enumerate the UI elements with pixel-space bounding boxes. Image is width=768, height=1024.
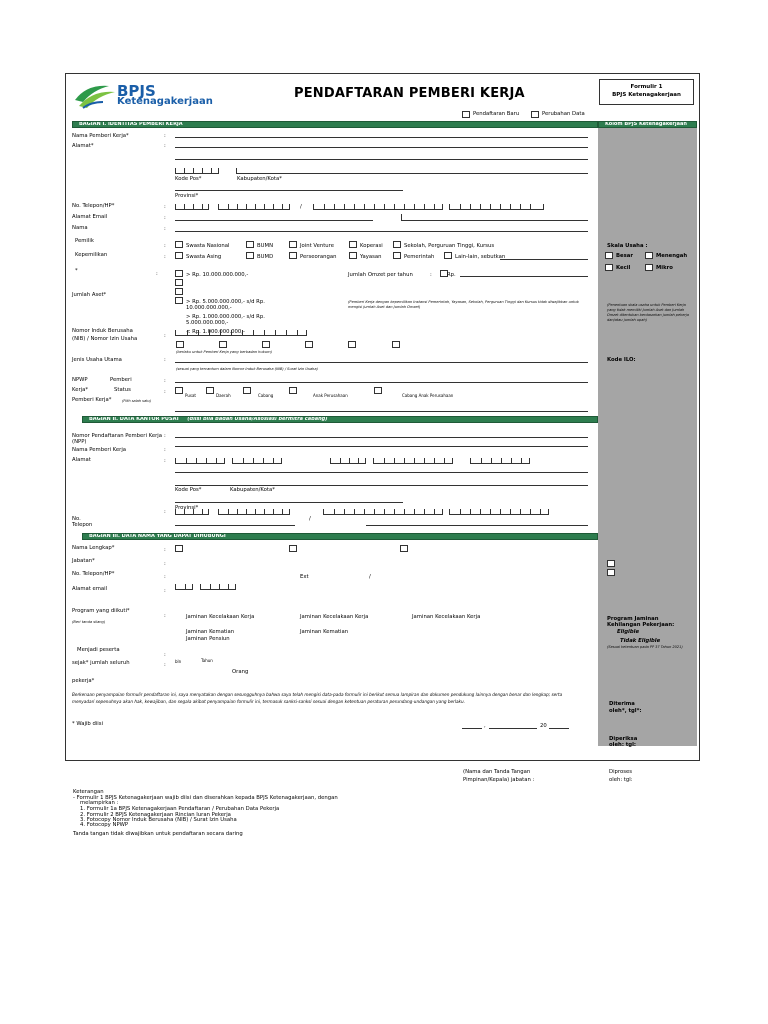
diproses-label: Diproses bbox=[609, 769, 632, 775]
mikro-label: Mikro bbox=[656, 265, 673, 271]
tempat-field[interactable] bbox=[462, 728, 482, 729]
s3-nama-checkbox[interactable] bbox=[175, 545, 183, 552]
eligible-label: Eligible bbox=[617, 629, 640, 635]
program-label: Program yang diikuti* bbox=[72, 608, 130, 614]
sidebar-header: Kolom BPJS Ketenagakerjaan bbox=[598, 121, 697, 128]
nib-checkbox[interactable] bbox=[305, 341, 313, 348]
nib-checkbox[interactable] bbox=[219, 341, 227, 348]
aset-checkbox[interactable] bbox=[175, 270, 183, 277]
colon: : bbox=[164, 254, 166, 260]
s3-nama-checkbox[interactable] bbox=[289, 545, 297, 552]
menjadi-label: Menjadi peserta bbox=[77, 647, 120, 653]
colon: : bbox=[164, 588, 166, 594]
provinsi-label: Provinsi* bbox=[175, 193, 199, 199]
nib-label-1: Nomor Induk Berusaha bbox=[72, 328, 133, 334]
tidak-eligible-label: Tidak Eligible bbox=[620, 638, 661, 644]
status-checkbox[interactable] bbox=[243, 387, 251, 394]
kepemilikan-option: Swasta Asing bbox=[186, 254, 222, 260]
s2-field[interactable] bbox=[470, 458, 530, 464]
s3-email-label: Alamat email bbox=[72, 586, 108, 592]
s2-alamat-label: Alamat bbox=[72, 457, 91, 463]
s2-kabupaten-label: Kabupaten/Kota* bbox=[230, 487, 275, 493]
colon: : bbox=[164, 204, 166, 210]
pemberi-label: Pemberi bbox=[110, 377, 132, 383]
sidebar-checkbox[interactable] bbox=[607, 560, 615, 567]
ttd-label-1: (Nama dan Tanda Tangan bbox=[463, 769, 531, 775]
s3-email-field-2[interactable] bbox=[200, 584, 236, 590]
s2-kodepos-label: Kode Pos* bbox=[175, 487, 202, 493]
status-checkbox[interactable] bbox=[374, 387, 382, 394]
aset-option: > Rp. 5.000.000.000,- s/d Rp. 10.000.000.000,- bbox=[186, 299, 265, 311]
s3-telepon-label: No. Telepon/HP* bbox=[72, 571, 115, 577]
colon: : bbox=[164, 433, 166, 439]
kepemilikan-option: BUMN bbox=[257, 243, 274, 249]
nib-checkbox[interactable] bbox=[262, 341, 270, 348]
colon: : bbox=[164, 561, 166, 567]
provinsi-field[interactable] bbox=[175, 190, 403, 191]
s2-field[interactable] bbox=[373, 458, 453, 464]
kepemilikan-checkbox[interactable] bbox=[349, 241, 357, 248]
program-option: Jaminan Kecelakaan Kerja bbox=[300, 614, 369, 620]
mikro-checkbox[interactable] bbox=[645, 264, 653, 271]
kepemilikan-label: Kepemilikan bbox=[75, 252, 108, 258]
colon: : bbox=[164, 357, 166, 363]
lain-lain-field[interactable] bbox=[500, 259, 588, 260]
jenis-usaha-field[interactable] bbox=[175, 362, 588, 363]
perubahan-data-checkbox[interactable] bbox=[531, 111, 539, 118]
s3-email-field[interactable] bbox=[175, 584, 193, 590]
status-checkbox[interactable] bbox=[175, 387, 183, 394]
keterangan-item: 2. Formulir 2 BPJS Ketenagakerjaan Rincian Iuran Pekerja bbox=[80, 812, 231, 818]
alamat-field-1[interactable] bbox=[175, 147, 588, 148]
program-option: Jaminan Kecelakaan Kerja bbox=[186, 614, 255, 620]
aset-checkbox[interactable] bbox=[175, 297, 183, 304]
kepemilikan-option: Swasta Nasional bbox=[186, 243, 230, 249]
telepon-label: No. Telepon/HP* bbox=[72, 203, 115, 209]
slash: / bbox=[369, 574, 371, 580]
email-label: Alamat Email bbox=[72, 214, 108, 220]
s2-field[interactable] bbox=[330, 458, 366, 464]
slash: / bbox=[309, 516, 311, 522]
kepemilikan-checkbox[interactable] bbox=[393, 252, 401, 259]
tanggal-field[interactable] bbox=[489, 728, 537, 729]
s2-nama-field[interactable] bbox=[175, 446, 588, 447]
omzet-label: Jumlah Omzet per tahun bbox=[348, 272, 413, 278]
colon: : bbox=[164, 243, 166, 249]
page-title: PENDAFTARAN PEMBERI KERJA bbox=[294, 86, 525, 101]
program-option: Jaminan Pensiun bbox=[186, 636, 230, 642]
s2-field[interactable] bbox=[232, 458, 282, 464]
hp-field-2[interactable] bbox=[449, 204, 544, 210]
alamat-label: Alamat* bbox=[72, 143, 94, 149]
s2-line bbox=[366, 525, 588, 526]
kepemilikan-checkbox[interactable] bbox=[393, 241, 401, 248]
colon: : bbox=[164, 133, 166, 139]
status-option: Cabang bbox=[258, 393, 274, 398]
kepemilikan-checkbox[interactable] bbox=[444, 252, 452, 259]
besar-label: Besar bbox=[616, 253, 633, 259]
formulir-box bbox=[599, 79, 694, 105]
aset-checkbox[interactable] bbox=[175, 279, 183, 286]
diterima-label: Diterima bbox=[609, 701, 635, 707]
kepemilikan-option: Yayasan bbox=[360, 254, 382, 260]
twenty-label: 20 bbox=[540, 723, 547, 729]
program-option: Jaminan Kematian bbox=[186, 629, 235, 635]
comma: , bbox=[484, 723, 486, 729]
alamat-field-2[interactable] bbox=[175, 159, 588, 160]
status-option: Pusat bbox=[185, 393, 196, 398]
nib-label-2: (NIB) / Nomor Izin Usaha bbox=[72, 336, 138, 342]
s2-provinsi-label: Provinsi* bbox=[175, 505, 199, 511]
nib-checkbox[interactable] bbox=[392, 341, 400, 348]
pp-note: (Sesuai ketentuan pada PP 37 Tahun 2021) bbox=[607, 645, 683, 649]
keterangan-item: - Formulir 1 BPJS Ketenagakerjaan wajib diisi dan diserahkan kepada BPJS Ketenagakerjaan, dengan bbox=[73, 795, 338, 801]
s3-jabatan-label: Jabatan* bbox=[72, 558, 95, 564]
kodepos-field[interactable] bbox=[175, 168, 219, 174]
section-2-header bbox=[82, 416, 598, 423]
kepemilikan-option: Perseorangan bbox=[300, 254, 337, 260]
sidebar-checkbox[interactable] bbox=[607, 569, 615, 576]
nib-note: (berlaku untuk Pemberi Kerja yang berbadan hukum) bbox=[176, 350, 272, 354]
colon: : bbox=[164, 547, 166, 553]
npp-field[interactable] bbox=[175, 437, 588, 438]
s2-hp-field[interactable] bbox=[323, 509, 443, 515]
sejak-label: sejak* jumlah seluruh bbox=[72, 660, 130, 666]
skala-usaha-label: Skala Usaha : bbox=[607, 243, 648, 249]
keterangan-item: 1. Formulir 1a BPJS Ketenagakerjaan Pendaftaran / Perubahan Data Pekerja bbox=[80, 806, 280, 812]
s2-alamat-field[interactable] bbox=[175, 472, 588, 473]
aset-option: < Rp. 1.000.000.000,- bbox=[186, 329, 245, 335]
nama-pemberi-kerja-label: Nama Pemberi Kerja* bbox=[72, 133, 129, 139]
section-2-note: (diisi bila Badan Usaha/Asosiasi bermitra cabang) bbox=[187, 416, 328, 422]
status-option: Cabang Anak Perusahaan bbox=[402, 393, 454, 398]
diperiksa-oleh-label: oleh: tgl: bbox=[609, 742, 637, 748]
kepemilikan-checkbox[interactable] bbox=[246, 252, 254, 259]
menengah-checkbox[interactable] bbox=[645, 252, 653, 259]
aset-checkbox[interactable] bbox=[175, 288, 183, 295]
kabupaten-label: Kabupaten/Kota* bbox=[237, 176, 282, 182]
nib-checkbox[interactable] bbox=[348, 341, 356, 348]
diterima-oleh-label: oleh*, tgl*: bbox=[609, 708, 642, 714]
telepon-number-field[interactable] bbox=[218, 204, 290, 210]
skala-note: (Penentuan skala usaha untuk Pemberi Kerja yang tidak memiliki Jumlah Aset dan Jumlah Omzet ditentukan berdasarkan jumlah pekerja dan/atau jumlah upah) bbox=[607, 303, 689, 322]
s2-line bbox=[175, 525, 295, 526]
kecil-checkbox[interactable] bbox=[605, 264, 613, 271]
orang-label: Orang bbox=[232, 669, 249, 675]
status-option: Anak Perusahaan bbox=[313, 393, 348, 398]
colon: : bbox=[164, 226, 166, 232]
logo-sub: Ketenagakerjaan bbox=[117, 96, 213, 107]
bln-label: bln bbox=[175, 659, 182, 664]
keterangan-heading: Keterangan bbox=[73, 789, 104, 795]
status-label: Status bbox=[114, 387, 131, 393]
npwp-field[interactable] bbox=[175, 382, 588, 383]
menengah-label: Menengah bbox=[656, 253, 688, 259]
aset-option: > Rp. 10.000.000.000,- bbox=[186, 272, 249, 278]
pilih-note: (Pilih salah satu) bbox=[122, 399, 152, 403]
colon: : bbox=[164, 458, 166, 464]
perubahan-data-label: Perubahan Data bbox=[542, 111, 585, 117]
s2-no-label: No. bbox=[72, 516, 81, 522]
pekerja-label: pekerja* bbox=[72, 678, 95, 684]
tahun-label: Tahun bbox=[201, 658, 213, 663]
bpjs-logo-icon bbox=[73, 80, 117, 110]
s3-nama-checkbox[interactable] bbox=[400, 545, 408, 552]
colon: : bbox=[164, 613, 166, 619]
s2-nama-label: Nama Pemberi Kerja bbox=[72, 447, 127, 453]
pemilik-label: Pemilik bbox=[75, 238, 94, 244]
tahun-field[interactable] bbox=[549, 728, 569, 729]
diperiksa-label: Diperiksa bbox=[609, 736, 638, 742]
npwp-label: NPWP bbox=[72, 377, 88, 383]
diproses-oleh-label: oleh: tgl: bbox=[609, 777, 633, 783]
statement: Berkenaan penyampaian formulir pendaftaran ini, saya menyatakan dengan sesungguhnya bahwa saya telah mengisi data-pada formulir ini berikut semua lampiran dan dokumen pendukung lainnya dengan benar dan lengkap; serta menyadari sepenuhnya akan hak, kewajiban, dan segala akibat penyampaian formulir ini, termasuk sanksi-sanksi sesuai dengan ketentuan peraturan perundang-undangan yang berlaku. bbox=[72, 692, 563, 704]
wajib-note: * Wajib diisi bbox=[72, 721, 104, 727]
kepemilikan-checkbox[interactable] bbox=[289, 252, 297, 259]
bpjs-logo bbox=[73, 80, 117, 110]
slash: / bbox=[300, 204, 302, 210]
nama2-field[interactable] bbox=[175, 231, 588, 232]
kecil-label: Kecil bbox=[616, 265, 631, 271]
nama-pemberi-kerja-field[interactable] bbox=[175, 137, 588, 138]
logo-brand: BPJS bbox=[117, 82, 156, 100]
status-option: Daerah bbox=[216, 393, 231, 398]
aset-label: Jumlah Aset* bbox=[72, 292, 107, 298]
colon: : bbox=[164, 389, 166, 395]
keterangan-item: 3. Fotocopy Nomor Induk Berusaha (NIB) / Surat Izin Usaha bbox=[80, 817, 237, 823]
keterangan-item: 4. Fotocopy NPWP bbox=[80, 822, 129, 828]
s2-telepon-field-2[interactable] bbox=[218, 509, 290, 515]
program-note: (Beri tanda silang) bbox=[72, 620, 106, 624]
kepemilikan-checkbox[interactable] bbox=[289, 241, 297, 248]
s2-kodepos-line[interactable] bbox=[175, 485, 588, 486]
colon: : bbox=[164, 378, 166, 384]
nib-field[interactable] bbox=[175, 330, 307, 336]
kepemilikan-option: Sekolah, Perguruan Tinggi, Kursus bbox=[404, 243, 495, 249]
jenis-usaha-note: (sesuai yang tercantum dalam Nomor Induk Berusaha (NIB) / Surat Izin Usaha) bbox=[176, 367, 318, 371]
status-checkbox[interactable] bbox=[206, 387, 214, 394]
kodepos-label: Kode Pos* bbox=[175, 176, 202, 182]
colon: : bbox=[164, 662, 166, 668]
jenis-usaha-label: Jenis Usaha Utama bbox=[72, 357, 122, 363]
s3-nama-label: Nama Lengkap* bbox=[72, 545, 115, 551]
kepemilikan-option: Lain-lain, sebutkan bbox=[455, 254, 506, 260]
status-checkbox[interactable] bbox=[289, 387, 297, 394]
keterangan-item: melampirkan : bbox=[80, 800, 119, 806]
s2-provinsi-field[interactable] bbox=[175, 502, 403, 503]
star: * bbox=[75, 268, 78, 274]
kepemilikan-checkbox[interactable] bbox=[246, 241, 254, 248]
kehilangan-label: Kehilangan Pekerjaan: bbox=[607, 622, 675, 628]
pemberi-kerja-label: Pemberi Kerja* bbox=[72, 397, 112, 403]
program-jaminan-label: Program Jaminan bbox=[607, 616, 659, 622]
aset-option: > Rp. 1.000.000.000,- s/d Rp. 5.000.000.000,- bbox=[186, 314, 265, 326]
colon: : bbox=[156, 271, 158, 277]
pendaftaran-baru-checkbox[interactable] bbox=[462, 111, 470, 118]
kepemilikan-checkbox[interactable] bbox=[349, 252, 357, 259]
status-line bbox=[175, 411, 588, 412]
colon: : bbox=[164, 652, 166, 658]
rp-label: Rp. bbox=[447, 272, 456, 278]
aset-note: (Pemberi Kerja dengan kepemilikan Instansi Pemerintah, Yayasan, Sekolah, Perguruan Tinggi dan Kursus tidak diwajibkan untuk mengisi jumlah Aset dan Jumlah Omzet) bbox=[348, 300, 579, 309]
email-field-2[interactable] bbox=[401, 220, 588, 221]
section-2-title: BAGIAN II. DATA KANTOR PUSAT bbox=[89, 416, 180, 422]
kabupaten-field[interactable] bbox=[236, 173, 588, 174]
colon: : bbox=[164, 143, 166, 149]
program-option: Jaminan Kecelakaan Kerja bbox=[412, 614, 481, 620]
kerja-label: Kerja* bbox=[72, 387, 89, 393]
email-field[interactable] bbox=[175, 220, 373, 221]
kepemilikan-option: Koperasi bbox=[360, 243, 383, 249]
nama2-label: Nama bbox=[72, 225, 88, 231]
colon: : bbox=[430, 272, 432, 278]
program-option: Jaminan Kematian bbox=[300, 629, 349, 635]
nib-checkbox[interactable] bbox=[176, 341, 184, 348]
s2-telepon-label: Telepon bbox=[72, 522, 93, 528]
omzet-field[interactable] bbox=[460, 276, 588, 277]
npp-label: Nomor Pendaftaran Pemberi Kerja (NPP) bbox=[72, 433, 162, 445]
ttd-label-2: Pimpinan/Kepala) jabatan : bbox=[463, 777, 535, 783]
telepon-area-field[interactable] bbox=[175, 204, 209, 210]
colon: : bbox=[164, 574, 166, 580]
section-3-header: BAGIAN III. DATA NAMA YANG DAPAT DIHUBUNGI bbox=[82, 533, 598, 540]
colon: : bbox=[164, 509, 166, 515]
formulir-line2: BPJS Ketenagakerjaan bbox=[612, 92, 681, 98]
bpjs-column bbox=[598, 121, 697, 746]
colon: : bbox=[164, 333, 166, 339]
kepemilikan-checkbox[interactable] bbox=[175, 252, 183, 259]
kepemilikan-checkbox[interactable] bbox=[175, 241, 183, 248]
kode-ilo-label: Kode ILO: bbox=[607, 357, 636, 363]
besar-checkbox[interactable] bbox=[605, 252, 613, 259]
kepemilikan-option: Pemerintah bbox=[404, 254, 435, 260]
kepemilikan-option: BUMD bbox=[257, 254, 274, 260]
ttd-note: Tanda tangan tidak diwajibkan untuk pendaftaran secara daring bbox=[73, 831, 243, 837]
s2-hp-field-2[interactable] bbox=[449, 509, 549, 515]
kepemilikan-option: Joint Venture bbox=[300, 243, 334, 249]
hp-field[interactable] bbox=[313, 204, 443, 210]
colon: : bbox=[164, 215, 166, 221]
s2-telepon-field[interactable] bbox=[175, 509, 209, 515]
formulir-line1: Formulir 1 bbox=[630, 84, 663, 90]
section-1-header: BAGIAN I. IDENTITAS PEMBERI KERJA bbox=[72, 121, 598, 128]
colon: : bbox=[164, 447, 166, 453]
s2-field[interactable] bbox=[175, 458, 225, 464]
pendaftaran-baru-label: Pendaftaran Baru bbox=[473, 111, 520, 117]
ext-label: Ext bbox=[300, 574, 309, 580]
